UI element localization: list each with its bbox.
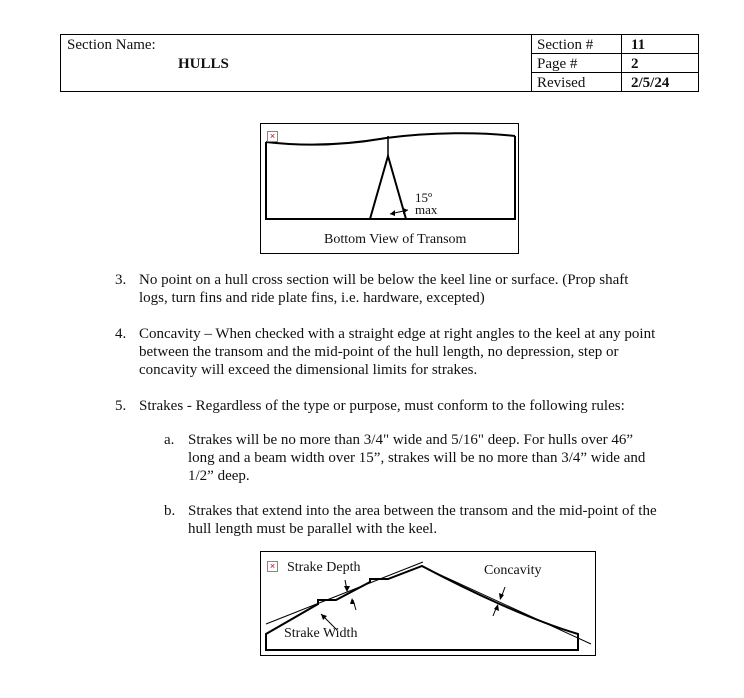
subrule-line: Strakes will be no more than 3/4" wide and 5/16" deep. For hulls over 46”: [188, 432, 634, 448]
section-name-value: HULLS: [178, 56, 229, 72]
rule-number: 5.: [115, 398, 127, 414]
strake-width-label: Strake Width: [284, 626, 358, 641]
revised-value: 2/5/24: [631, 75, 670, 91]
figure-caption: Bottom View of Transom: [324, 232, 467, 247]
concavity-label: Concavity: [484, 563, 542, 578]
section-number-label: Section #: [537, 37, 594, 53]
section-name-label: Section Name:: [67, 37, 156, 53]
revised-label: Revised: [537, 75, 586, 91]
rule-line: No point on a hull cross section will be below the keel line or surface. (Prop shaft: [139, 272, 629, 288]
header-divider: [621, 35, 622, 91]
rule-number: 4.: [115, 326, 127, 342]
broken-image-icon: ×: [267, 561, 278, 572]
subrule-line: 1/2” deep.: [188, 468, 250, 484]
subrule-line: Strakes that extend into the area between the transom and the mid-point of the: [188, 503, 657, 519]
transom-figure: [260, 123, 519, 254]
page-number-label: Page #: [537, 56, 578, 72]
section-number-value: 11: [631, 37, 646, 53]
strake-depth-label: Strake Depth: [287, 560, 361, 575]
rule-line: Strakes - Regardless of the type or purpose, must conform to the following rules:: [139, 398, 625, 414]
angle-label: 15º: [415, 190, 433, 205]
section-header-table: [60, 34, 699, 92]
max-label: max: [415, 202, 438, 217]
section-name-cell: [61, 35, 531, 91]
rule-line: logs, turn fins and ride plate fins, i.e. hardware, excepted): [139, 290, 485, 306]
broken-image-icon: ×: [267, 131, 278, 142]
subrule-letter: b.: [164, 503, 176, 519]
rule-line: concavity will exceed the dimensional limits for strakes.: [139, 362, 478, 378]
header-divider: [531, 35, 532, 91]
strake-figure: [260, 551, 596, 656]
rule-number: 3.: [115, 272, 127, 288]
page-number-value: 2: [631, 56, 639, 72]
rule-line: Concavity – When checked with a straight edge at right angles to the keel at any point: [139, 326, 656, 342]
rule-line: between the transom and the mid-point of the hull length, no depression, step or: [139, 344, 619, 360]
subrule-line: long and a beam width over 15”, strakes will be no more than 3/4” wide and: [188, 450, 646, 466]
subrule-letter: a.: [164, 432, 175, 448]
subrule-line: hull length must be parallel with the keel.: [188, 521, 438, 537]
